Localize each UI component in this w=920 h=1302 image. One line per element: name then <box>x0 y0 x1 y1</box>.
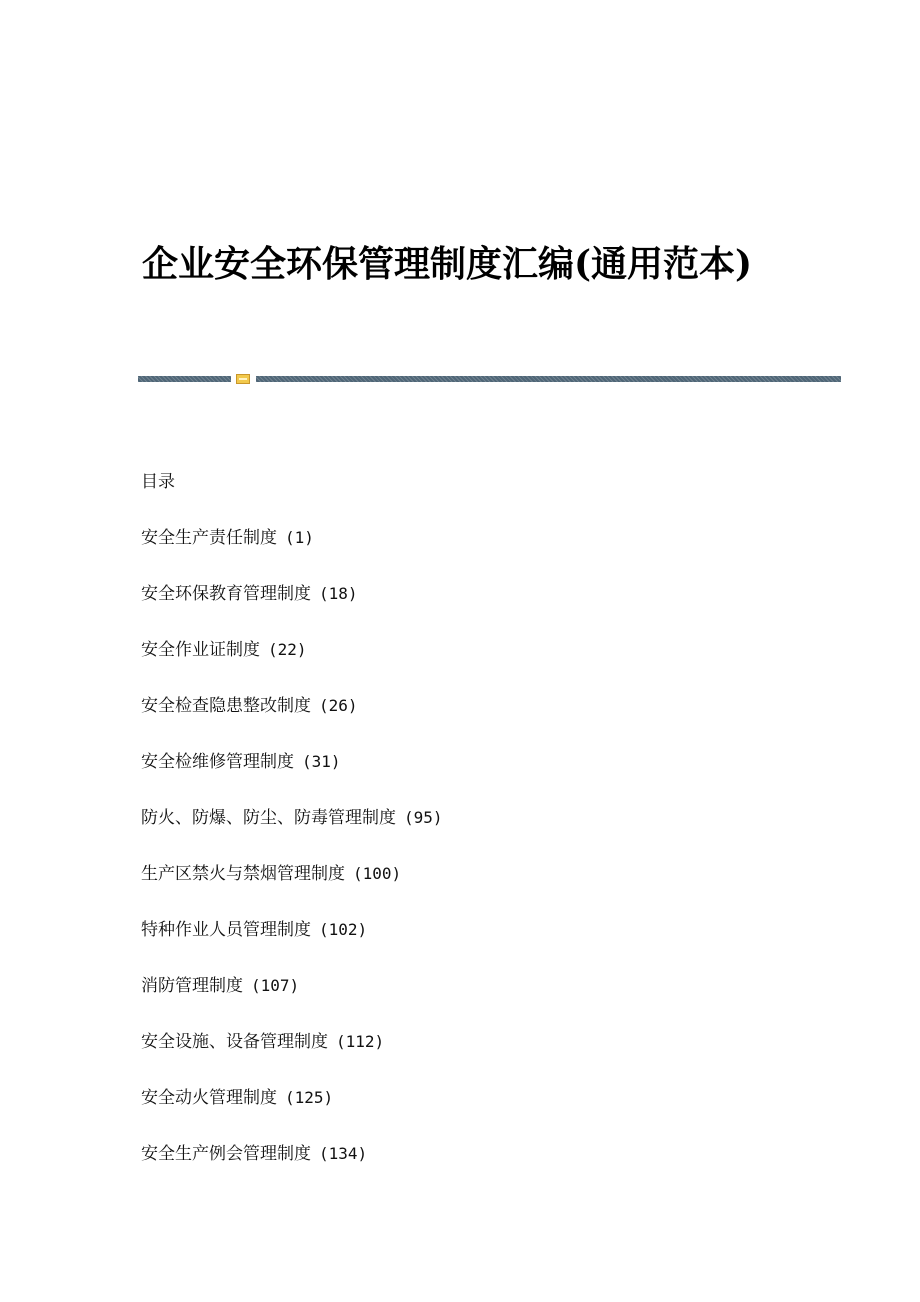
toc-entry-label: 安全作业证制度 <box>141 640 260 660</box>
toc-entry-page: (100) <box>353 864 402 883</box>
toc-entry-label: 安全环保教育管理制度 <box>141 584 311 604</box>
toc-entry[interactable] <box>141 972 443 1000</box>
toc-list <box>141 524 443 1168</box>
toc-entry[interactable] <box>141 524 443 552</box>
toc-entry-label: 安全动火管理制度 <box>141 1088 277 1108</box>
toc-entry-page: (22) <box>268 640 307 659</box>
divider-bar-left <box>138 376 231 382</box>
toc-entry-page: (1) <box>285 528 314 547</box>
divider-ornament-icon <box>236 374 250 384</box>
toc-entry[interactable] <box>141 804 443 832</box>
toc-entry-page: (95) <box>404 808 443 827</box>
toc-entry-label: 安全检维修管理制度 <box>141 752 294 772</box>
toc-entry-label: 安全生产责任制度 <box>141 528 277 548</box>
title-divider <box>138 374 841 384</box>
toc-entry[interactable] <box>141 1028 443 1056</box>
toc-entry[interactable] <box>141 580 443 608</box>
toc-entry[interactable] <box>141 748 443 776</box>
table-of-contents <box>141 468 443 1196</box>
toc-entry-label: 安全生产例会管理制度 <box>141 1144 311 1164</box>
toc-entry[interactable] <box>141 860 443 888</box>
toc-entry[interactable] <box>141 916 443 944</box>
toc-entry-label: 特种作业人员管理制度 <box>141 920 311 940</box>
toc-entry-page: (26) <box>319 696 358 715</box>
document-title: 企业安全环保管理制度汇编(通用范本) <box>142 243 753 286</box>
toc-heading: 目录 <box>141 472 175 492</box>
toc-entry-label: 安全检查隐患整改制度 <box>141 696 311 716</box>
toc-entry[interactable] <box>141 1140 443 1168</box>
toc-entry-label: 防火、防爆、防尘、防毒管理制度 <box>141 808 396 828</box>
toc-entry[interactable] <box>141 1084 443 1112</box>
toc-entry-page: (125) <box>285 1088 334 1107</box>
toc-entry-page: (18) <box>319 584 358 603</box>
toc-entry-page: (102) <box>319 920 368 939</box>
toc-entry-page: (107) <box>251 976 300 995</box>
toc-entry[interactable] <box>141 636 443 664</box>
toc-entry-page: (134) <box>319 1144 368 1163</box>
toc-entry-page: (31) <box>302 752 341 771</box>
toc-entry-label: 生产区禁火与禁烟管理制度 <box>141 864 345 884</box>
toc-entry-page: (112) <box>336 1032 385 1051</box>
divider-bar-right <box>256 376 841 382</box>
toc-entry-label: 消防管理制度 <box>141 976 243 996</box>
toc-entry[interactable] <box>141 692 443 720</box>
toc-entry-label: 安全设施、设备管理制度 <box>141 1032 328 1052</box>
